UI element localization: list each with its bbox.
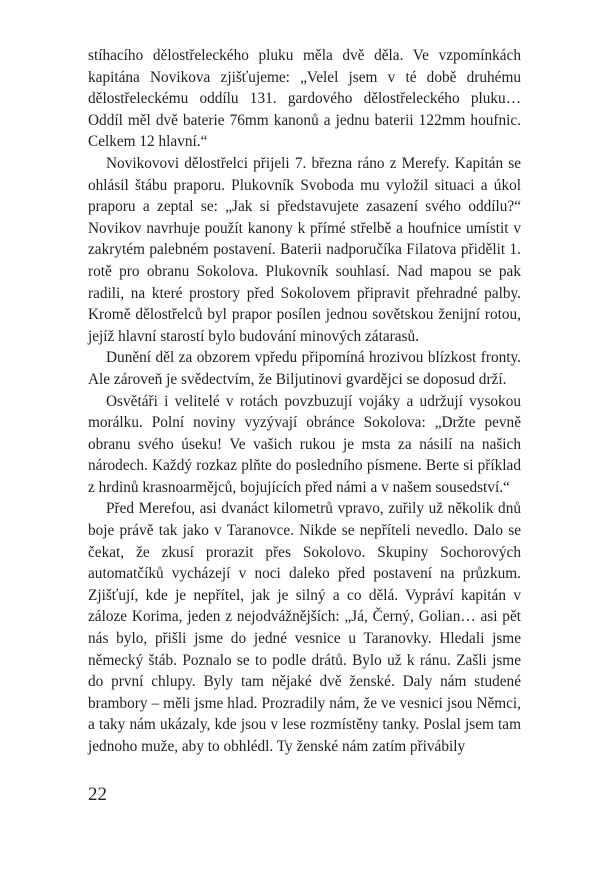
page-number: 22 xyxy=(88,784,107,805)
body-text xyxy=(88,45,521,758)
paragraph: Před Merefou, asi dvanáct kilometrů vpravo, zuřily už několik dnů boje právě tak jako v Taranovce. Nikde se nepříteli nevedlo. Dalo se čekat, že zkusí prorazit přes Sokolovo. Skupiny Sochorových automatčíků vycházejí v noci daleko před postavení na průzkum. Zjišťují, kde je nepřítel, jak je silný a co dělá. Vypráví kapitán v záloze Korima, jeden z nejodvážnějších: „Já, Černý, Golian… asi pět nás bylo, přišli jsme do jedné vesnice u Taranovky. Hledali jsme německý štáb. Poznalo se to podle drátů. Bylo už k ránu. Zašli jsme do první chlupy. Byly tam nějaké dvě ženské. Daly nám studené brambory – měli jsme hlad. Prozradily nám, že ve vesnici jsou Němci, a taky nám ukázaly, kde jsou v lese rozmístěny tanky. Poslal jsem tam jednoho muže, aby to obhlédl. Ty ženské nám zatím přivábily xyxy=(88,500,521,755)
paragraph: Osvětáři i velitelé v rotách povzbuzují vojáky a udržují vysokou morálku. Polní noviny vyzývají obránce Sokolova: „Držte pevně obranu svého úseku! Ve vašich rukou je msta za násilí na našich národech. Každý rozkaz plňte do posledního písmene. Berte si příklad z hrdinů krasnoarmějců, bojujících před námi a v našem sousedství.“ xyxy=(88,392,521,496)
paragraph: Novikovovi dělostřelci přijeli 7. března ráno z Merefy. Kapitán se ohlásil štábu praporu. Plukovník Svoboda mu vyložil situaci a úkol praporu a zeptal se: „Jak si představujete zasazení svého oddílu?“ Novikov navrhuje použít kanony k přímé střelbě a houfnice umístit v zakrytém palebném postavení. Baterii nadporučíka Filatova přidělit 1. rotě pro obranu Sokolova. Plukovník souhlasí. Nad mapou se pak radili, na které prostory před Sokolovem připravit přehradné palby. Kromě dělostřelců byl prapor posílen jednou sovětskou ženijní rotou, jejíž hlavní starostí bylo budování minových zátarasů. xyxy=(88,154,521,345)
paragraph-continuation: stíhacího dělostřeleckého pluku měla dvě děla. Ve vzpomínkách kapitána Novikova zjišťujeme: „Velel jsem v té době druhému dělostřeleckému oddílu 131. gardového dělostřeleckého pluku… Oddíl měl dvě baterie 76mm kanonů a jednu baterii 122mm houfnic. Celkem 12 hlavní.“ xyxy=(88,47,521,151)
paragraph: Dunění děl za obzorem vpředu připomíná hrozivou blízkost fronty. Ale zároveň je svědectvím, že Biljutinovi gvardějci se doposud drží. xyxy=(88,349,521,388)
